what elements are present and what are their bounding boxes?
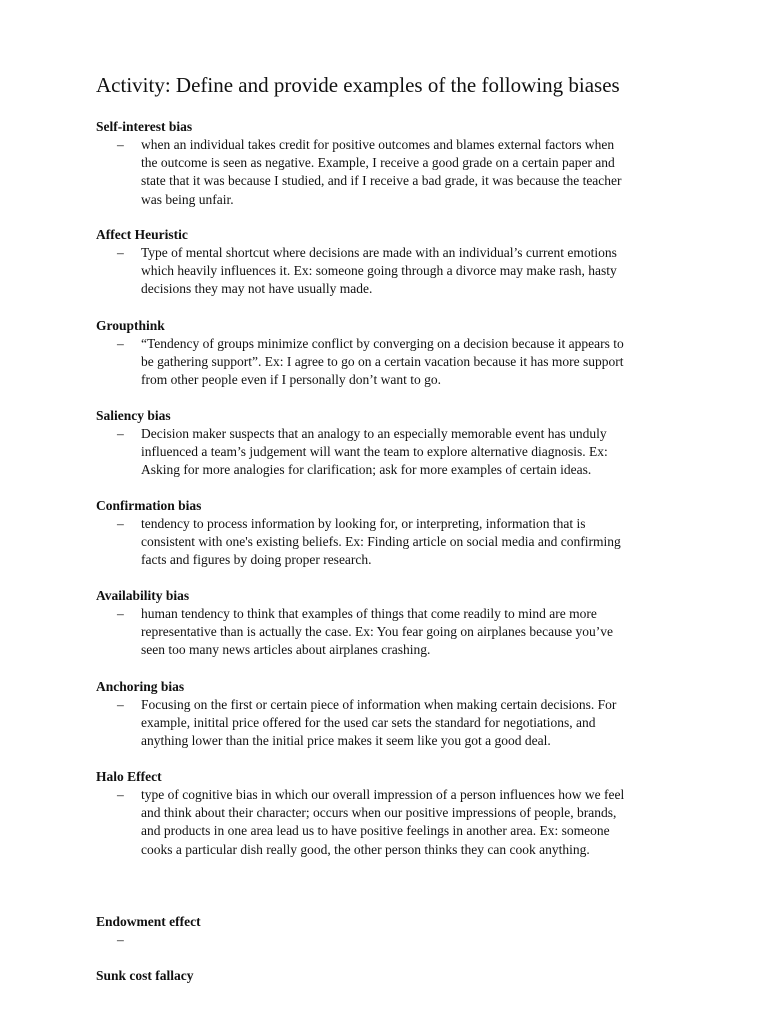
bullet-line: consistent with one's existing beliefs. Ex: Finding article on social media and confirming [141,534,621,550]
bullet-line: when an individual takes credit for positive outcomes and blames external factors when [141,137,615,152]
bullet-line: the outcome is seen as negative. Example, I receive a good grade on a certain paper and [141,155,615,171]
bullet-line: be gathering support”. Ex: I agree to go on a certain vacation because it has more support [141,354,624,370]
section-heading: Affect Heuristic [96,227,188,242]
bullet-line: type of cognitive bias in which our overall impression of a person influences how we feel [141,787,625,802]
bullet-item [96,605,696,660]
bullet-item [96,786,696,859]
bullet-line: cooks a particular dish really good, the other person thinks they can cook anything. [141,841,590,857]
section-heading: Halo Effect [96,769,162,784]
page-title: Activity: Define and provide examples of the following biases [96,73,620,97]
section-saliency-bias [96,407,696,480]
section-availability-bias [96,587,696,660]
dash-bullet: – [117,336,124,351]
bullet-item [96,425,696,480]
section-affect-heuristic [96,226,696,299]
section-heading: Endowment effect [96,914,201,929]
bullet-item [96,244,696,299]
section-anchoring-bias [96,678,696,751]
bullet-item [96,696,696,751]
section-heading: Confirmation bias [96,498,202,513]
bullet-line: from other people even if I personally don’t want to go. [141,372,442,388]
dash-bullet: – [117,426,124,441]
bullet-line: Focusing on the first or certain piece of information when making certain decisions. For [141,697,617,712]
bullet-line: influenced a team’s judgement will want the team to explore alternative diagnosis. Ex: [141,444,608,460]
dash-bullet: – [117,245,124,260]
bullet-line: seen too many news articles about airplanes crashing. [141,642,431,658]
bullet-item [96,515,696,570]
bullet-line: Asking for more analogies for clarification; ask for more examples of certain ideas. [141,462,592,478]
dash-bullet: – [117,606,124,621]
section-heading: Groupthink [96,318,165,333]
section-heading: Availability bias [96,588,190,603]
bullet-line: and think about their character; occurs when our positive impressions of people, brands, [141,805,617,821]
bullet-line: anything lower than the initial price makes it seem like you got a good deal. [141,733,551,749]
dash-bullet: – [117,516,124,531]
bullet-line: human tendency to think that examples of things that come readily to mind are more [141,606,597,621]
bullet-item [96,136,696,209]
section-heading: Anchoring bias [96,679,185,694]
section-self-interest-bias [96,118,696,209]
bullet-line: which heavily influences it. Ex: someone going through a divorce may make rash, hasty [141,263,617,279]
section-confirmation-bias [96,497,696,570]
section-heading: Sunk cost fallacy [96,968,194,983]
dash-bullet: – [117,932,124,947]
bullet-line: and products in one area lead us to have positive feelings in another area. Ex: someone [141,823,610,839]
section-groupthink [96,317,696,390]
bullet-line: Decision maker suspects that an analogy to an especially memorable event has unduly [141,426,607,441]
bullet-line: decisions they may not have usually made. [141,281,373,297]
dash-bullet: – [117,697,124,712]
bullet-line: representative than is actually the case. Ex: You fear going on airplanes because you’ve [141,624,613,640]
section-heading: Self-interest bias [96,119,193,134]
bullet-line: state that it was because I studied, and if I receive a bad grade, it was because the teacher [141,173,622,189]
bullet-item [96,931,696,949]
bullet-line: was being unfair. [141,191,234,207]
bullet-line: facts and figures by doing proper research. [141,552,372,568]
section-heading: Saliency bias [96,408,171,423]
dash-bullet: – [117,137,124,152]
section-endowment-effect [96,913,696,949]
bullet-item [96,335,696,390]
section-sunk-cost-fallacy [96,967,696,985]
bullet-line: example, initital price offered for the used car sets the standard for negotiations, and [141,715,596,731]
bullet-line: Type of mental shortcut where decisions are made with an individual’s current emotions [141,245,617,260]
bullet-line: tendency to process information by looking for, or interpreting, information that is [141,516,586,531]
dash-bullet: – [117,787,124,802]
bullet-line: “Tendency of groups minimize conflict by converging on a decision because it appears to [141,336,624,351]
section-halo-effect [96,768,696,859]
